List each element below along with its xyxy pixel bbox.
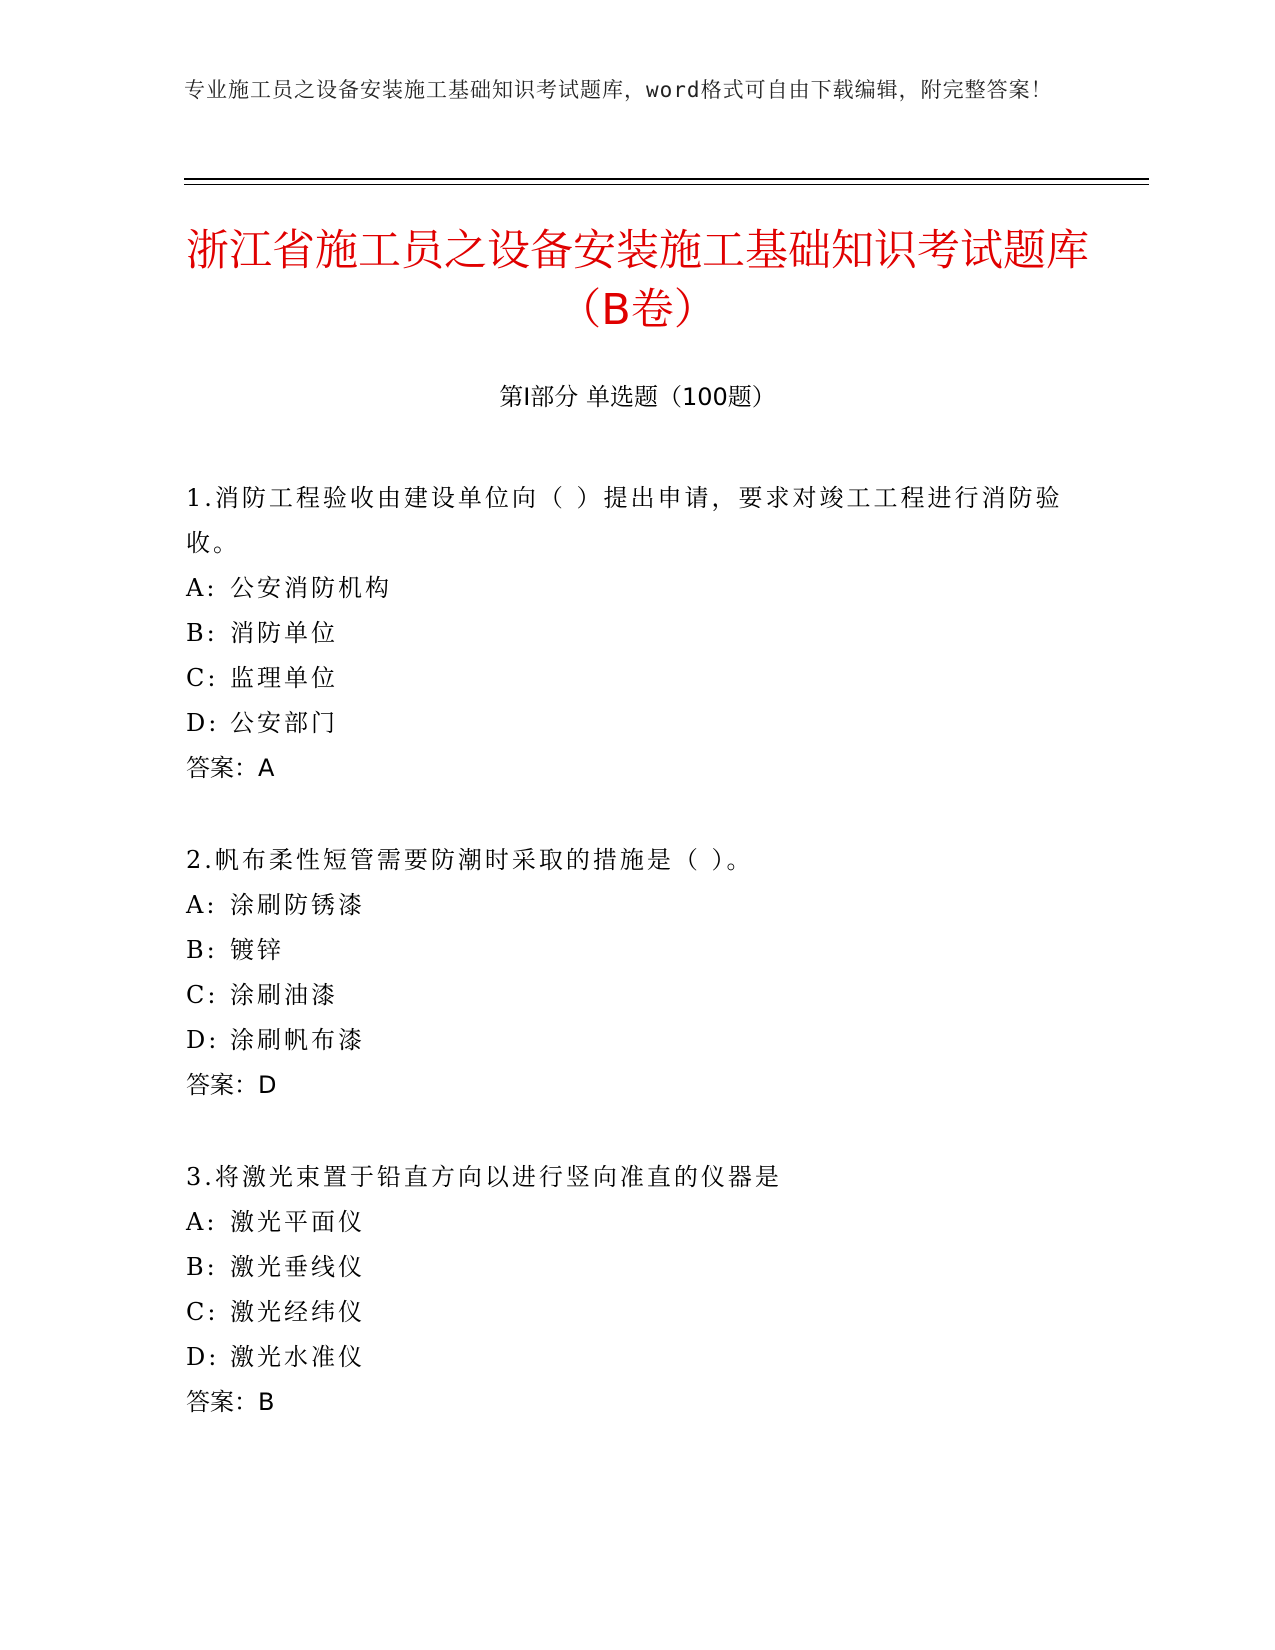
option-key: C: bbox=[186, 1298, 219, 1326]
option-key: A: bbox=[186, 1208, 218, 1236]
answer-line: 答案：B bbox=[186, 1388, 275, 1416]
option-key: D: bbox=[186, 1343, 220, 1371]
option-text: 激光平面仪 bbox=[230, 1208, 365, 1236]
option-text: 监理单位 bbox=[230, 664, 338, 692]
option-a bbox=[186, 1200, 1086, 1245]
option-key: A: bbox=[186, 891, 218, 919]
option-text: 激光水准仪 bbox=[230, 1343, 365, 1371]
header-note: 专业施工员之设备安装施工基础知识考试题库，word格式可自由下载编辑，附完整答案！ bbox=[184, 78, 1053, 102]
option-d bbox=[186, 1335, 1086, 1380]
option-b bbox=[186, 928, 1086, 973]
document-title: 浙江省施工员之设备安装施工基础知识考试题库（B卷） bbox=[186, 226, 1089, 335]
option-text: 涂刷防锈漆 bbox=[230, 891, 365, 919]
answer-line: 答案：D bbox=[186, 1071, 277, 1099]
option-key: C: bbox=[186, 981, 219, 1009]
answer-line: 答案：A bbox=[186, 754, 275, 782]
option-key: D: bbox=[186, 709, 220, 737]
option-key: D: bbox=[186, 1026, 220, 1054]
question-stem: 1.消防工程验收由建设单位向（ ）提出申请，要求对竣工工程进行消防验收。 bbox=[186, 484, 1063, 557]
option-key: B: bbox=[186, 619, 218, 647]
option-key: A: bbox=[186, 574, 218, 602]
question-list bbox=[186, 476, 1086, 1425]
question-stem: 2.帆布柔性短管需要防潮时采取的措施是（ ）。 bbox=[186, 846, 754, 874]
option-a bbox=[186, 566, 1086, 611]
header-rule-thick bbox=[184, 178, 1149, 180]
option-text: 激光经纬仪 bbox=[230, 1298, 365, 1326]
option-a bbox=[186, 883, 1086, 928]
option-text: 激光垂线仪 bbox=[230, 1253, 365, 1281]
option-d bbox=[186, 701, 1086, 746]
option-key: B: bbox=[186, 1253, 218, 1281]
option-c bbox=[186, 1290, 1086, 1335]
option-text: 涂刷油漆 bbox=[230, 981, 338, 1009]
option-text: 公安部门 bbox=[230, 709, 338, 737]
question-1 bbox=[186, 476, 1086, 791]
option-key: C: bbox=[186, 664, 219, 692]
question-3 bbox=[186, 1155, 1086, 1425]
option-c bbox=[186, 973, 1086, 1018]
header-rule-thin bbox=[184, 184, 1149, 185]
option-d bbox=[186, 1018, 1086, 1063]
option-text: 镀锌 bbox=[230, 936, 284, 964]
option-text: 公安消防机构 bbox=[230, 574, 392, 602]
option-b bbox=[186, 1245, 1086, 1290]
section-title: 第Ⅰ部分 单选题（100题） bbox=[499, 383, 776, 411]
option-b bbox=[186, 611, 1086, 656]
option-text: 涂刷帆布漆 bbox=[230, 1026, 365, 1054]
option-key: B: bbox=[186, 936, 218, 964]
question-stem: 3.将激光束置于铅直方向以进行竖向准直的仪器是 bbox=[186, 1163, 782, 1191]
question-2 bbox=[186, 838, 1086, 1108]
option-text: 消防单位 bbox=[230, 619, 338, 647]
option-c bbox=[186, 656, 1086, 701]
